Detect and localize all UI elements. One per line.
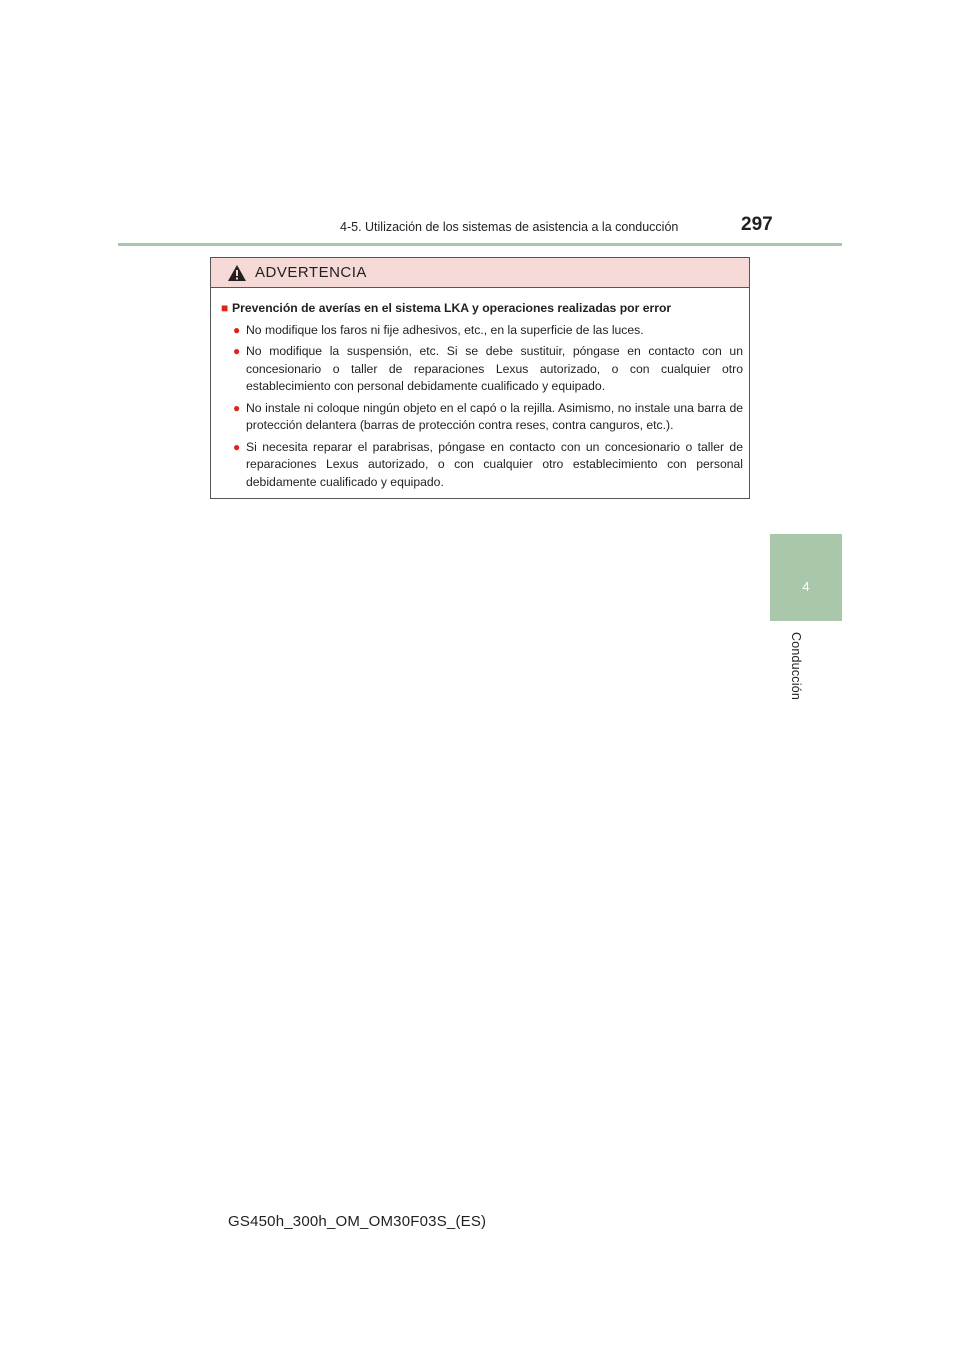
round-bullet-icon: ● <box>233 400 241 415</box>
round-bullet-icon: ● <box>233 344 241 358</box>
round-bullet-icon: ● <box>233 439 241 454</box>
warning-box <box>210 257 750 499</box>
warning-triangle-icon <box>227 264 247 282</box>
document-code: GS450h_300h_OM_OM30F03S_(ES) <box>228 1213 487 1230</box>
square-bullet-icon: ■ <box>221 301 229 315</box>
list-item <box>233 439 743 492</box>
list-item-text: No instale ni coloque ningún objeto en el capó o la rejilla. Asimismo, no instale una barra de protección delantera (barras de protección contra reses, contra canguros, etc.). <box>246 400 743 432</box>
header-divider <box>118 243 842 246</box>
page-number: 297 <box>741 214 773 235</box>
chapter-tab <box>770 534 842 621</box>
warning-body <box>211 288 749 491</box>
chapter-number: 4 <box>802 579 810 594</box>
section-title: 4-5. Utilización de los sistemas de asistencia a la conducción <box>340 220 679 234</box>
list-item-text: Si necesita reparar el parabrisas, póngase en contacto con un concesionario o taller de reparaciones Lexus autorizado, o con cualquier otro establecimiento con personal debidamente cualificado y equipado. <box>246 439 743 489</box>
list-item-text: No modifique los faros ni fije adhesivos, etc., en la superficie de las luces. <box>246 322 644 337</box>
list-item <box>233 400 743 435</box>
round-bullet-icon: ● <box>233 322 241 337</box>
chapter-label: Conducción <box>789 632 803 701</box>
warning-heading <box>221 300 743 318</box>
list-item-text: No modifique la suspensión, etc. Si se debe sustituir, póngase en contacto con un concesionario o taller de reparaciones Lexus autorizado, o con cualquier otro establecimiento con personal debidamente cualificado y equipado. <box>246 344 743 393</box>
list-item <box>233 343 743 396</box>
warning-title: ADVERTENCIA <box>255 264 367 281</box>
warning-header <box>211 258 749 288</box>
list-item <box>233 322 743 340</box>
warning-heading-text: Prevención de averías en el sistema LKA y operaciones realizadas por error <box>232 301 672 315</box>
